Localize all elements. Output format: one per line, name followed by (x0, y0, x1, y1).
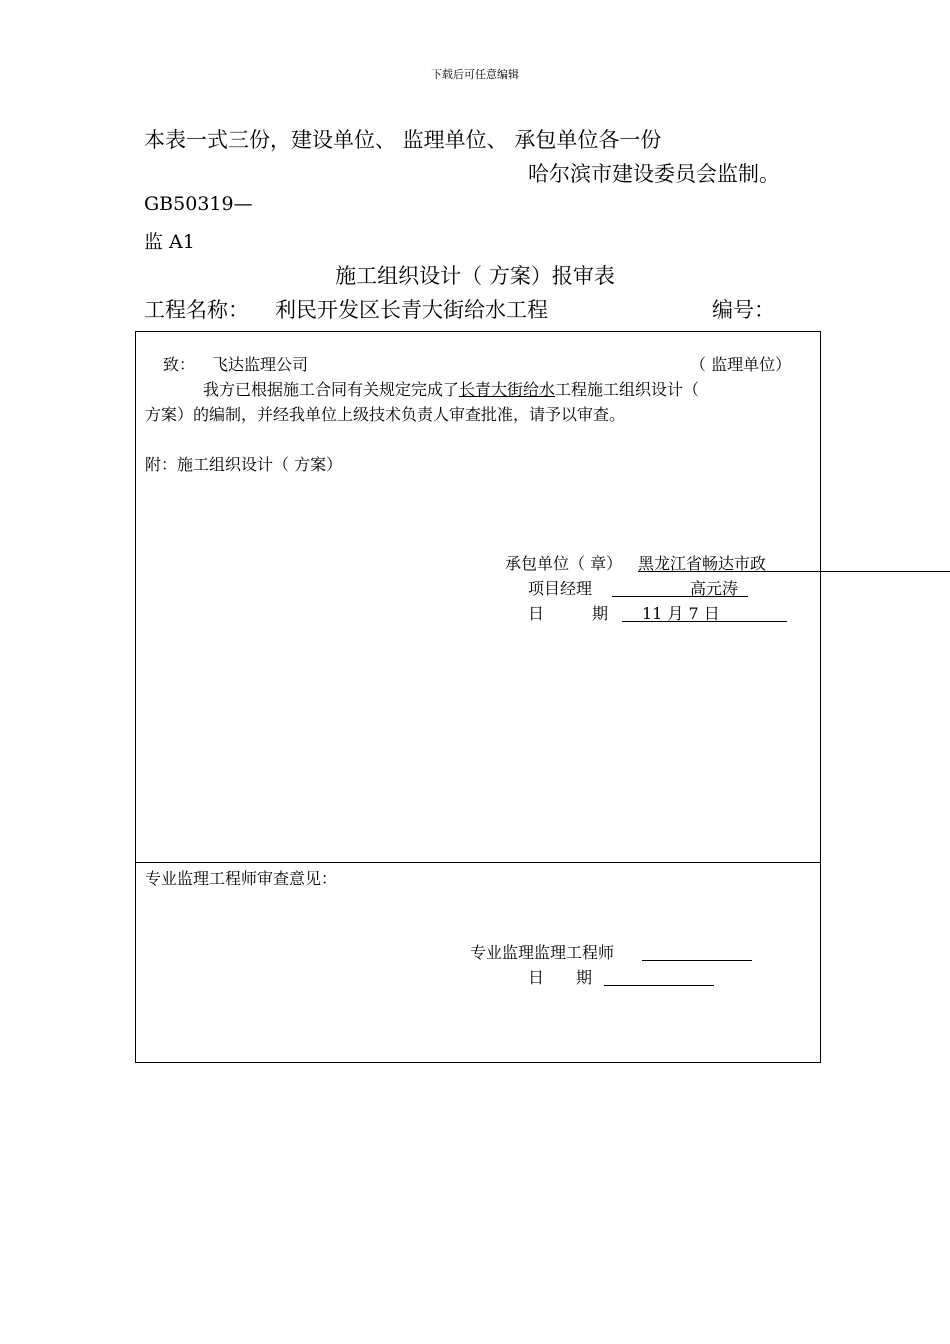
engineer-signature-line (642, 960, 752, 961)
contractor-value: 黑龙江省畅达市政 (638, 554, 767, 573)
submission-date-underline (622, 621, 787, 622)
to-role: （ 监理单位） (690, 355, 792, 374)
body-lead: 我方已根据施工合同有关规定完成了 (203, 380, 460, 399)
form-title: 施工组织设计（ 方案）报审表 (335, 264, 615, 288)
project-manager-label: 项目经理 (528, 579, 593, 598)
standard-code: GB50319— (144, 193, 253, 215)
attachment-note: 附：施工组织设计（ 方案） (145, 455, 343, 474)
to-recipient: 飞达监理公司 (212, 355, 309, 374)
submission-date-label: 日 期 (528, 604, 609, 623)
header-note: 下载后可任意编辑 (431, 68, 519, 81)
submission-body-line1 (203, 377, 699, 400)
project-number-label: 编号： (712, 298, 775, 322)
review-opinion-label: 专业监理工程师审查意见： (145, 869, 338, 888)
body-project: 长青大街给水 (459, 380, 556, 399)
supervision-note: 哈尔滨市建设委员会监制。 (528, 162, 780, 186)
project-name-row (144, 294, 548, 324)
review-date-label: 日 期 (528, 968, 593, 987)
engineer-label: 专业监理监理工程师 (470, 943, 615, 962)
body-tail: 工程施工组织设计（ (555, 380, 700, 399)
project-name-value: 利民开发区长青大街给水工程 (275, 298, 548, 322)
contractor-underline (638, 571, 950, 572)
review-date-line (604, 985, 714, 986)
project-manager-value: 高元涛 (690, 579, 739, 598)
to-label: 致： (163, 355, 196, 374)
copies-note: 本表一式三份，建设单位、 监理单位、 承包单位各一份 (144, 128, 662, 152)
submission-body-line2: 方案）的编制，并经我单位上级技术负责人审查批准，请予以审查。 (145, 405, 626, 424)
form-code: 监 A1 (144, 231, 195, 253)
project-manager-underline (612, 596, 748, 597)
submission-date-value: 11 月 7 日 (642, 604, 720, 623)
project-name-label: 工程名称： (144, 298, 249, 322)
contractor-label: 承包单位（ 章） (505, 554, 623, 573)
